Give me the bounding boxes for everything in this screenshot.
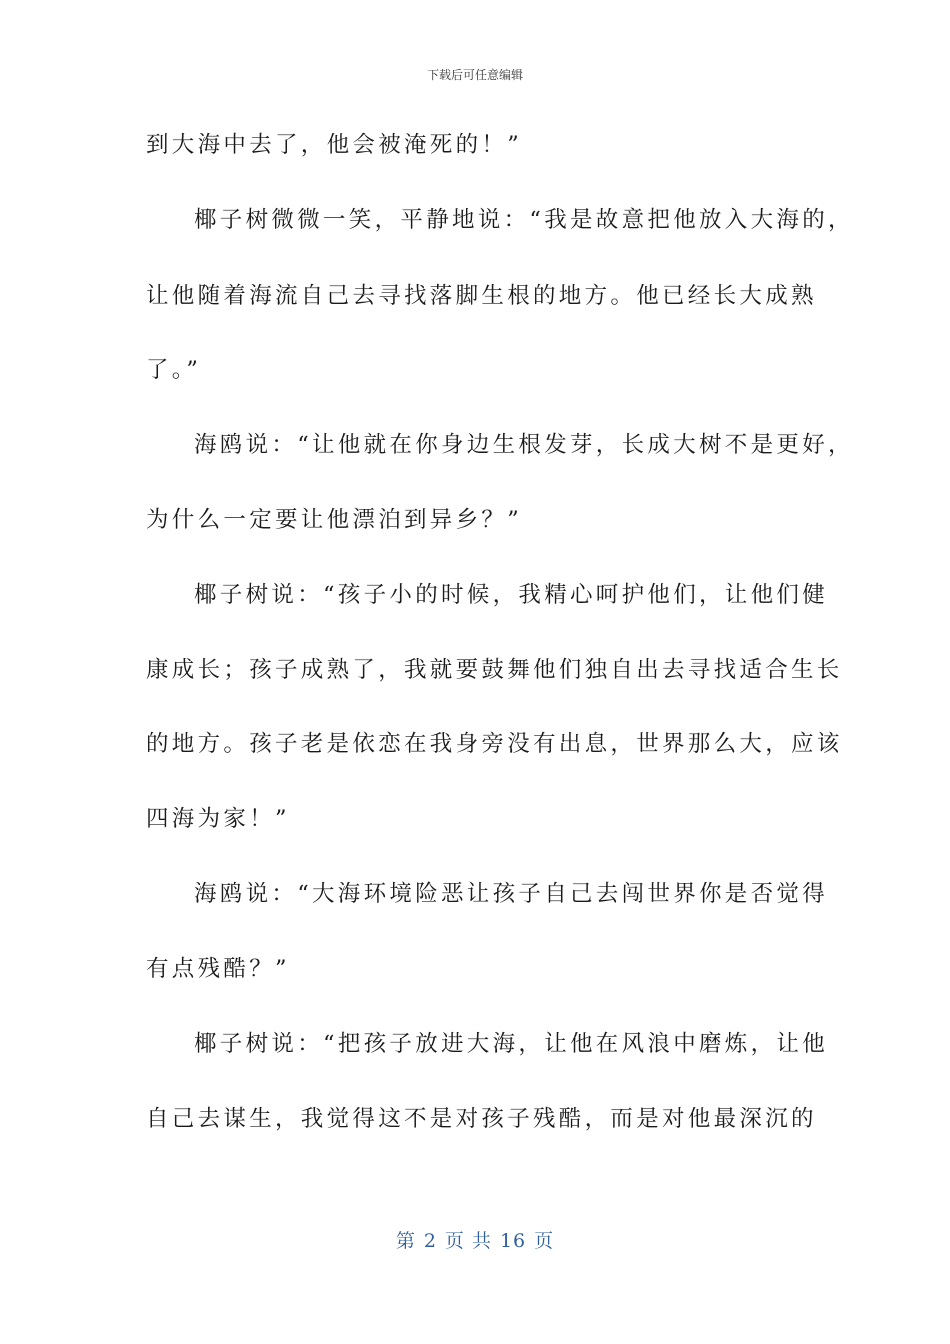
body-line: 到大海中去了，他会被淹死的！” [146,132,523,158]
body-line: 自己去谋生，我觉得这不是对孩子残酷，而是对他最深沉的 [146,1106,817,1132]
footer-middle: 页 共 [444,1230,492,1252]
body-line: 海鸥说：“大海环境险恶让孩子自己去闯世界你是否觉得 [194,881,829,907]
footer-total-pages: 16 [499,1230,527,1252]
body-line: 了。” [146,357,202,383]
page-header-note: 下载后可任意编辑 [426,68,523,82]
body-line: 海鸥说：“让他就在你身边生根发芽，长成大树不是更好， [194,432,854,458]
body-line: 四海为家！” [146,806,290,832]
body-line: 椰子树微微一笑，平静地说：“我是故意把他放入大海的， [194,207,854,233]
body-line: 康成长；孩子成熟了，我就要鼓舞他们独自出去寻找适合生长 [146,657,843,683]
body-line: 椰子树说：“把孩子放进大海，让他在风浪中磨炼，让他 [194,1031,829,1057]
body-line: 的地方。孩子老是依恋在我身旁没有出息，世界那么大，应该 [146,731,843,757]
body-line: 有点残酷？” [146,956,290,982]
page-footer [0,1226,950,1253]
footer-prefix: 第 [395,1230,416,1252]
footer-current-page: 2 [423,1230,437,1252]
body-line: 为什么一定要让他漂泊到异乡？” [146,507,523,533]
body-line: 椰子树说：“孩子小的时候，我精心呵护他们，让他们健 [194,582,829,608]
footer-suffix: 页 [534,1230,555,1252]
body-line: 让他随着海流自己去寻找落脚生根的地方。他已经长大成熟 [146,283,817,309]
